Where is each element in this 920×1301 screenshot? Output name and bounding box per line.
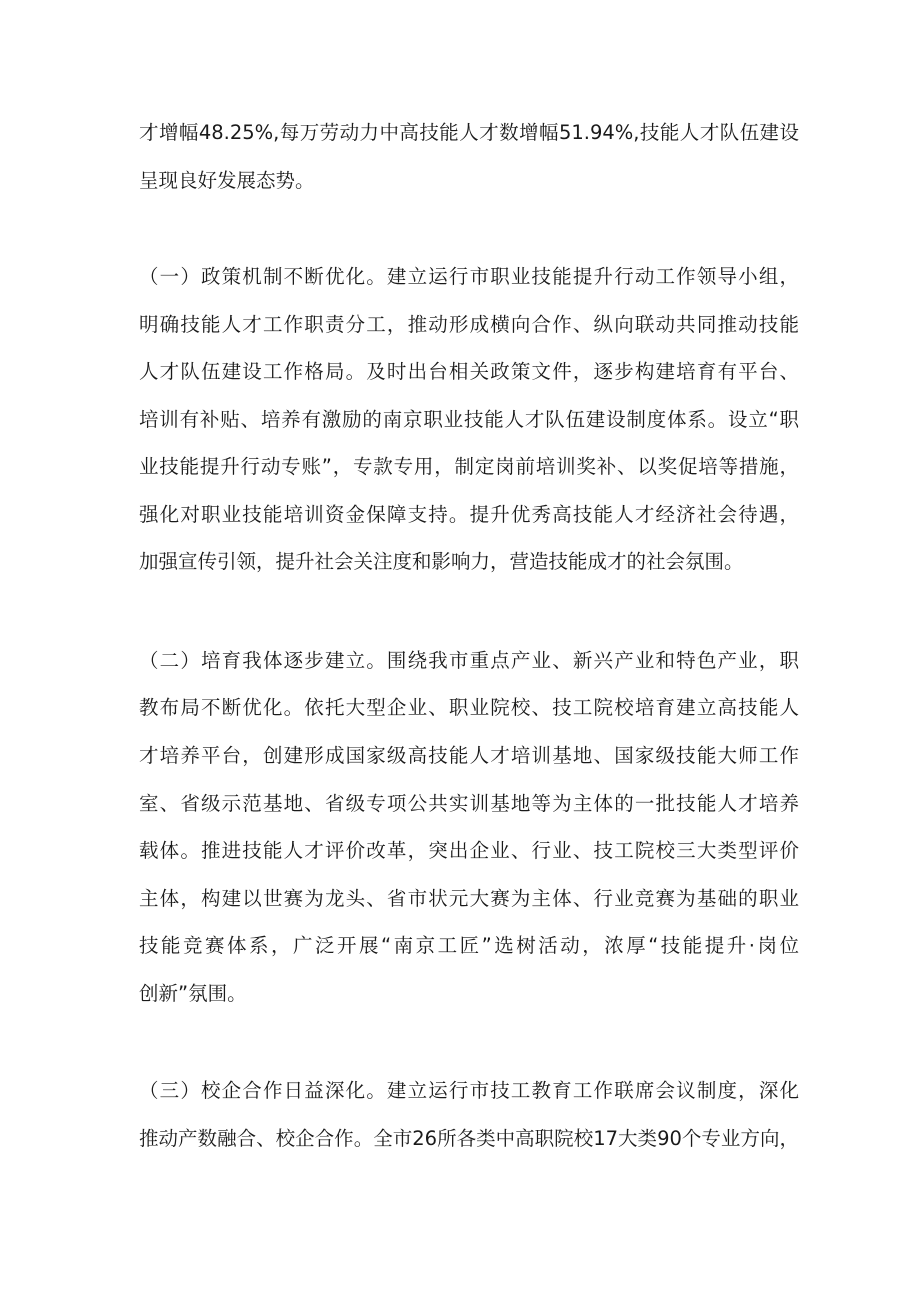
paragraph-2-line-6: 技能竞赛体系，广泛开展“南京工匠”选树活动，浓厚“技能提升·岗位 <box>139 934 799 957</box>
paragraph-1-line-4: 业技能提升行动专账”，专款专用，制定岗前培训奖补、以奖促培等措施， <box>139 455 799 478</box>
paragraph-2-line-2: 才培养平台，创建形成国家级高技能人才培训基地、国家级技能大师工作 <box>139 744 799 767</box>
paragraph-3-line-1: 推动产数融合、校企合作。全市26所各类中高职院校17大类90个专业方向， <box>139 1127 799 1150</box>
paragraph-2-line-0: （二）培育我体逐步建立。围绕我市重点产业、新兴产业和特色产业，职 <box>139 649 799 672</box>
paragraph-1-line-5: 强化对职业技能培训资金保障支持。提升优秀高技能人才经济社会待遇， <box>139 503 799 526</box>
paragraph-3-line-0: （三）校企合作日益深化。建立运行市技工教育工作联席会议制度，深化 <box>139 1079 799 1102</box>
paragraph-1-line-3: 培训有补贴、培养有激励的南京职业技能人才队伍建设制度体系。设立“职 <box>139 408 799 431</box>
paragraph-2-line-1: 教布局不断优化。依托大型企业、职业院校、技工院校培育建立高技能人 <box>139 696 799 719</box>
paragraph-2-line-5: 主体，构建以世赛为龙头、省市状元大赛为主体、行业竞赛为基础的职业 <box>139 887 799 910</box>
paragraph-1-line-0: （一）政策机制不断优化。建立运行市职业技能提升行动工作领导小组， <box>139 265 799 288</box>
paragraph-1-line-6: 加强宣传引领，提升社会关注度和影响力，营造技能成才的社会氛围。 <box>139 550 744 573</box>
paragraph-1-line-2: 人才队伍建设工作格局。及时出台相关政策文件，逐步构建培育有平台、 <box>139 360 799 383</box>
paragraph-2-line-3: 室、省级示范基地、省级专项公共实训基地等为主体的一批技能人才培养 <box>139 792 799 815</box>
paragraph-0-line-1: 呈现良好发展态势。 <box>139 169 315 192</box>
paragraph-1-line-1: 明确技能人才工作职责分工，推动形成横向合作、纵向联动共同推动技能 <box>139 313 799 336</box>
paragraph-2-line-4: 载体。推进技能人才评价改革，突出企业、行业、技工院校三大类型评价 <box>139 839 799 862</box>
paragraph-2-line-7: 创新”氛围。 <box>139 982 247 1005</box>
paragraph-0-line-0: 才增幅48.25%,每万劳动力中高技能人才数增幅51.94%,技能人才队伍建设 <box>139 121 799 144</box>
